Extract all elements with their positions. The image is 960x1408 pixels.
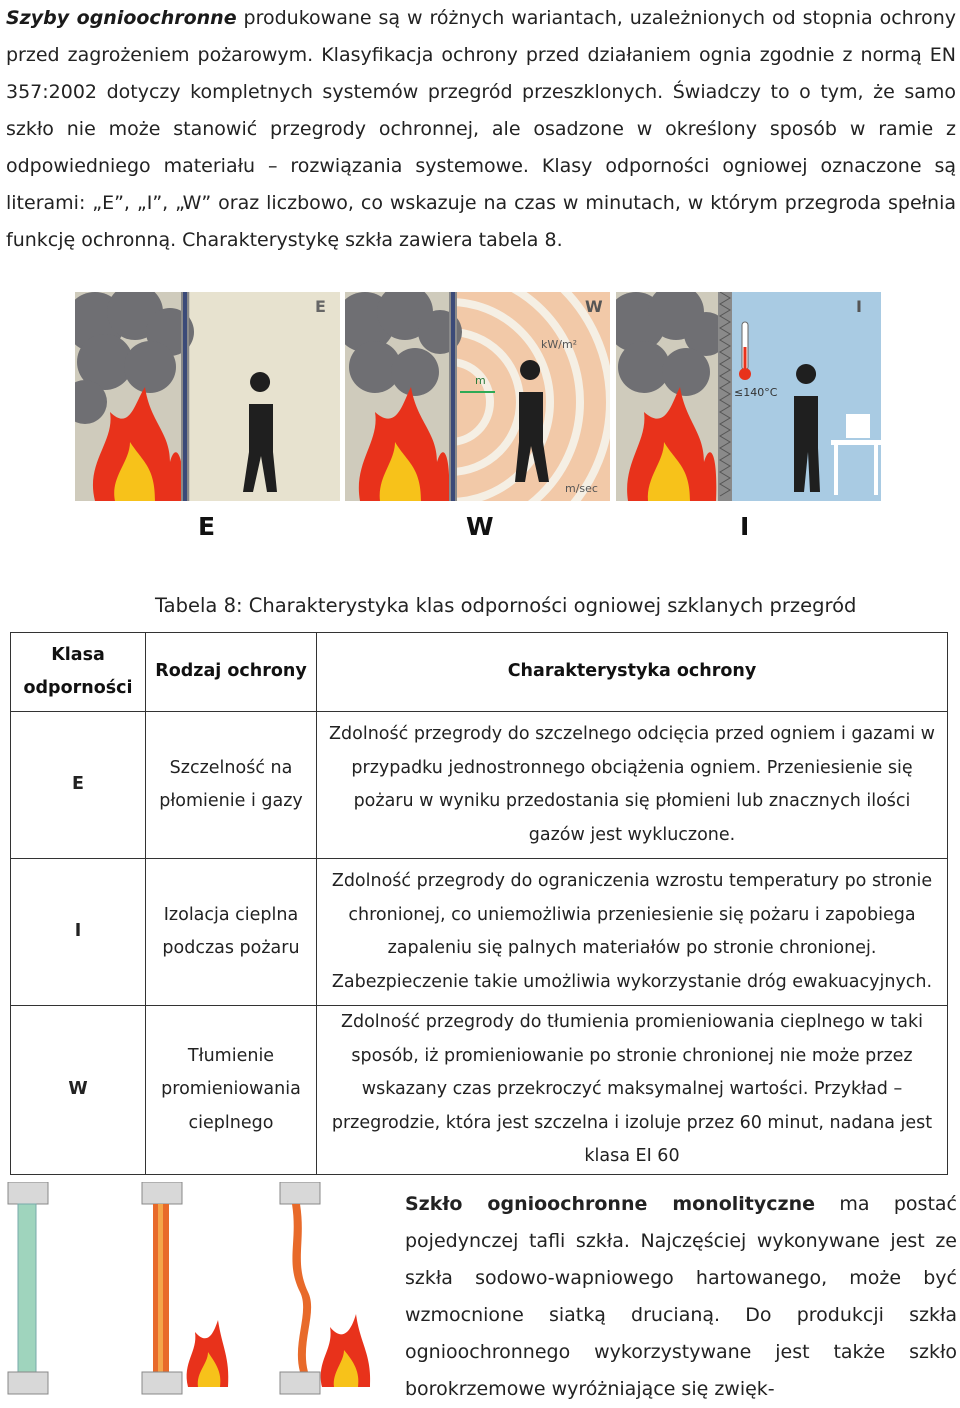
row-type: Szczelność na płomienie i gazy [146, 712, 317, 859]
table-row [11, 712, 948, 859]
intro-lead: Szyby ognioochronne [6, 7, 237, 29]
row-desc: Zdolność przegrody do ograniczenia wzrostu temperatury po stronie chronionej, co uniemożliwia przeniesienie się pożaru i zapobiega zapaleniu się palnych materiałów po stronie chronionej. Zabezpieczenie takie umożliwia wykorzystanie dróg ewakuacyjnych. [317, 859, 948, 1006]
row-desc: Zdolność przegrody do szczelnego odcięcia przed ogniem i gazami w przypadku jednostronnego obciążenia ogniem. Przeniesienie się pożaru w wyniku przedostania się płomieni lub znacznych ilości gazów jest wykluczone. [317, 712, 948, 859]
monolithic-glass-illustration [0, 1182, 385, 1397]
header-class: Klasa odporności [11, 633, 146, 712]
panel-e-image [75, 292, 340, 501]
label-i: I [740, 512, 750, 541]
row-class: E [11, 712, 146, 859]
row-type: Tłumienie promieniowania cieplnego [146, 1006, 317, 1175]
row-desc: Zdolność przegrody do tłumienia promieniowania cieplnego w taki sposób, iż promieniowanie po stronie chronionej nie może przez wskazany czas przekroczyć maksymalnej wartości. Przykład – przegrodzie, która jest szczelna i izoluje przez 60 minut, nadana jest klasa EI 60 [317, 1006, 948, 1175]
panel-i-temp: ≤140°C [734, 386, 778, 399]
table-caption: Tabela 8: Charakterystyka klas odporności ogniowej szklanych przegród [155, 594, 857, 617]
panel-w-speed: m/sec [565, 482, 598, 495]
intro-text: produkowane są w różnych wariantach, uzależnionych od stopnia ochrony przed zagrożeniem pożarowym. Klasyfikacja ochrony przed działaniem ognia zgodnie z normą EN 357:2002 dotyczy kompletnych systemów przegród przeszklonych. Świadczy to o tym, że samo szkło nie może stanowić przegrody ochronnej, ale osadzone w określony sposób w ramie z odpowiedniego materiału – rozwiązania systemowe. Klasy odporności ogniowej oznaczone są literami: „E”, „I”, „W” oraz liczbowo, co wskazuje na czas w minutach, w którym przegroda spełnia funkcję ochronną. Charakterystykę szkła zawiera tabela 8. [6, 7, 956, 251]
table-row [11, 1006, 948, 1175]
panel-w-units: kW/m² [541, 338, 578, 351]
monolithic-text: ma postać pojedynczej tafli szkła. Najczęściej wykonywane jest ze szkła sodowo-wapniowego hartowanego, może być wzmocnione siatką drucianą. Do produkcji szkła ognioochronnego wykorzystywane jest także szkło borokrzemowe wyróżniające się zwięk- [405, 1193, 957, 1400]
panel-w-corner-label: W [585, 297, 603, 316]
monolithic-heading: Szkło ognioochronne monolityczne [405, 1193, 815, 1215]
panel-i-corner-label: I [856, 297, 862, 316]
panel-i-image [616, 292, 881, 501]
panel-w-m: m [475, 374, 486, 387]
intro-paragraph [6, 0, 956, 259]
table-row [11, 859, 948, 1006]
fire-class-table [10, 632, 948, 1175]
monolithic-glass-paragraph [405, 1186, 957, 1408]
header-type: Rodzaj ochrony [146, 633, 317, 712]
row-type: Izolacja cieplna podczas pożaru [146, 859, 317, 1006]
label-w: W [466, 512, 494, 541]
row-class: W [11, 1006, 146, 1175]
table-header-row [11, 633, 948, 712]
panel-w-image [345, 292, 610, 501]
label-e: E [198, 512, 216, 541]
class-labels [0, 512, 960, 548]
panel-e-corner-label: E [315, 297, 326, 316]
row-class: I [11, 859, 146, 1006]
header-desc: Charakterystyka ochrony [317, 633, 948, 712]
